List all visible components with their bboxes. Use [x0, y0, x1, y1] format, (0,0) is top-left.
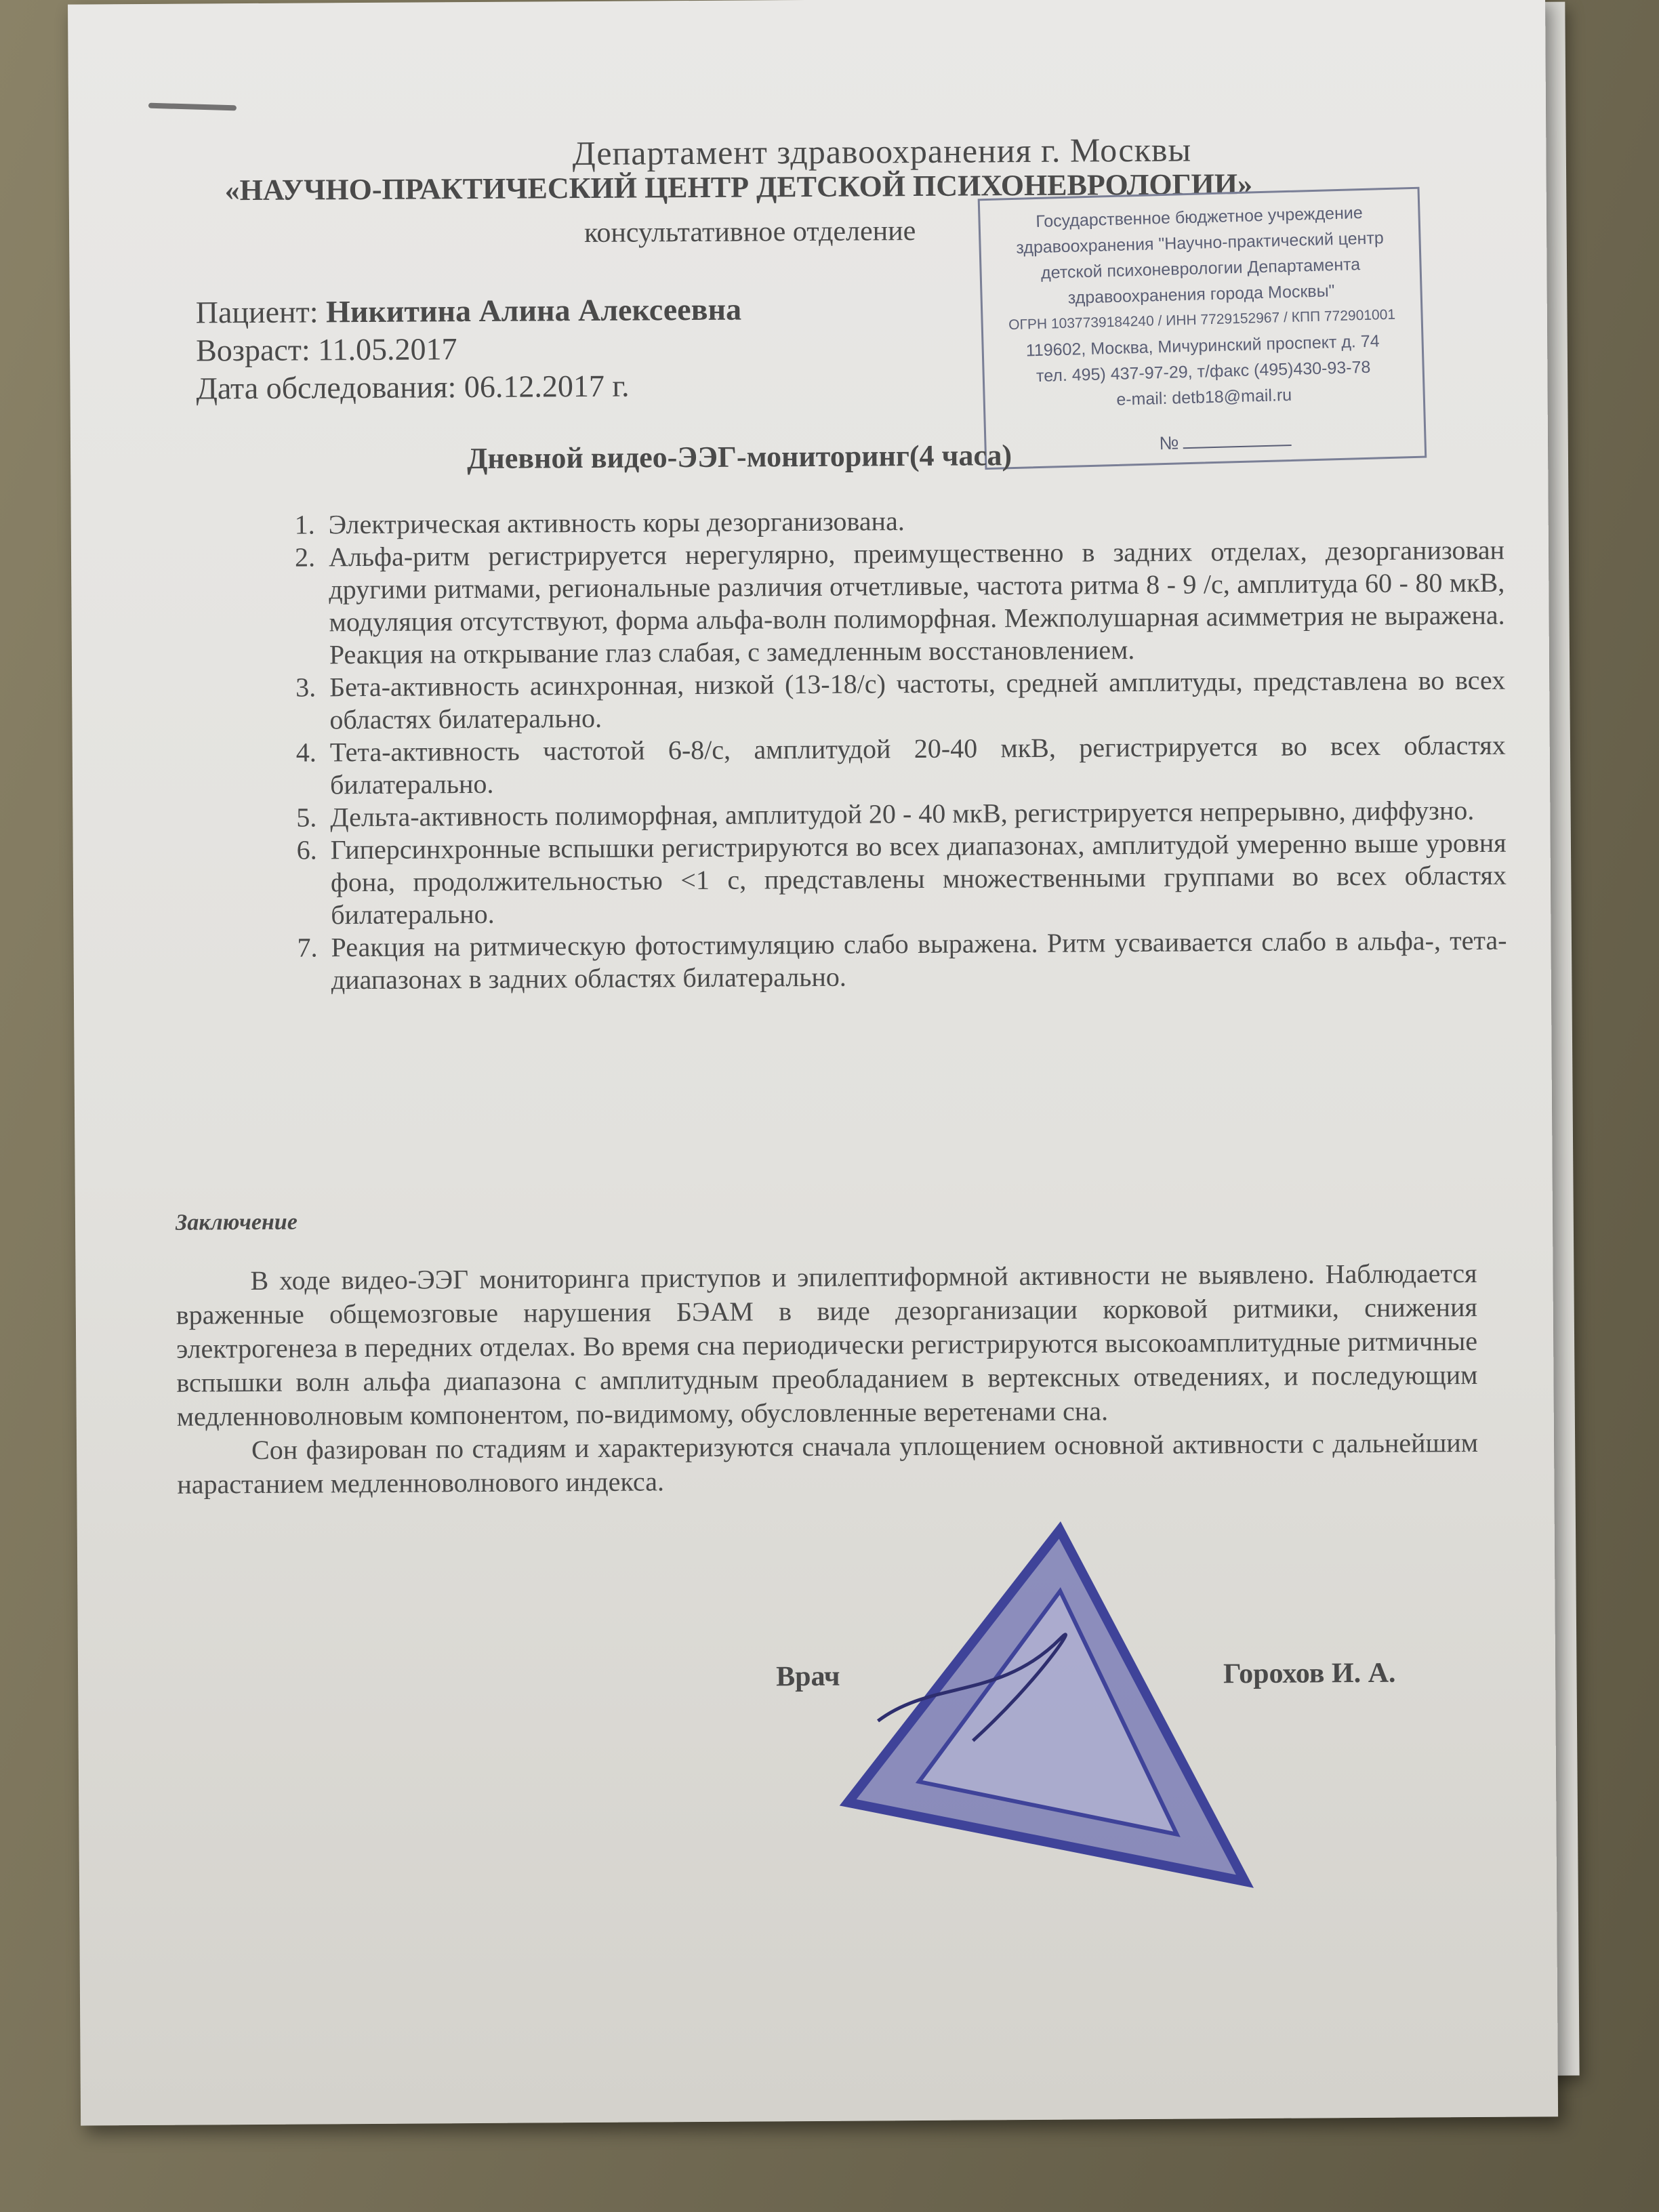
stamp-number-blank	[1183, 445, 1292, 449]
document-page	[68, 0, 1558, 2126]
stamp-line-2: здравоохранения "Научно-практический центр	[1016, 228, 1385, 258]
finding-item: 2. Альфа-ритм регистрируется нерегулярно, преимущественно в задних отделах, дезорганизован другими ритмами, региональные различия отчетливые, частота ритма 8 - 9 /с, амплитуда 60 - 80 мкВ, модуляция отсутствуют, форма альфа-волн полиморфная. Межполушарная асимметрия не выражена. Реакция на открывание глаз слабая, с замедленным восстановлением.	[322, 534, 1505, 672]
finding-item: 6. Гиперсинхронные вспышки регистрируются во всех диапазонах, амплитудой умеренно выше уровня фона, продолжительностью <1 с, представлены множественными группами во всех областях билатерально.	[324, 827, 1507, 932]
patient-info	[196, 291, 742, 408]
triangle-stamp-icon	[836, 1515, 1258, 1898]
stamp-line-4: здравоохранения города Москвы"	[1067, 281, 1335, 308]
stamp-number-label: №	[1159, 432, 1179, 454]
finding-item: 5. Дельта-активность полиморфная, амплитудой 20 - 40 мкВ, регистрируется непрерывно, диффузно.	[323, 794, 1506, 834]
patient-label: Пациент:	[195, 294, 319, 330]
conclusion-paragraph-1: В ходе видео-ЭЭГ мониторинга приступов и эпилептиформной активности не выявлено. Наблюдается враженные общемозговые нарушения БЭАМ в виде дезорганизации корковой ритмики, снижения электрогенеза в передних отделах. Во время сна периодически регистрируются высокоамплитудные ритмичные вспышки волн альфа диапазона с амплитудным преобладанием в вертексных отведениях, и последующим медленноволновым компонентом, по-видимому, обусловленные веретенами сна.	[176, 1257, 1478, 1432]
unit-heading: консультативное отделение	[583, 216, 916, 249]
patient-name-line	[196, 291, 742, 332]
exam-date-value: 06.12.2017 г.	[464, 368, 630, 405]
conclusion-paragraph-2: Сон фазирован по стадиям и характеризуются сначала уплощением основной активности с дальнейшим нарастанием медленноволнового индекса.	[177, 1427, 1479, 1500]
finding-item: 3. Бета-активность асинхронная, низкой (13-18/с) частоты, средней амплитуды, представлена во всех областях билатерально.	[323, 664, 1506, 737]
pen-mark	[148, 103, 237, 111]
finding-item: 7. Реакция на ритмическую фотостимуляцию слабо выражена. Ритм усваивается слабо в альфа-, тета-диапазонах в задних областях билатерально.	[324, 924, 1507, 997]
stamp-line-7: тел. 495) 437-97-29, т/факс (495)430-93-78	[1036, 357, 1371, 386]
stamp-line-3: детской психоневрологии Департамента	[1040, 255, 1361, 283]
stamp-line-5: ОГРН 1037739184240 / ИНН 7729152967 / КПП 772901001	[1008, 306, 1396, 333]
stamp-number-field	[1159, 424, 1417, 456]
conclusion-body	[176, 1256, 1478, 1502]
age-label: Возраст:	[195, 332, 310, 368]
age-value: 11.05.2017	[318, 331, 457, 367]
finding-item: 4. Тета-активность частотой 6-8/с, амплитудой 20-40 мкВ, регистрируется во всех областях билатерально.	[323, 729, 1507, 802]
stamp-line-8: e-mail: detb18@mail.ru	[1115, 385, 1292, 409]
exam-date-line	[196, 367, 742, 408]
conclusion-heading: Заключение	[175, 1209, 298, 1235]
stamp-line-6: 119602, Москва, Мичуринский проспект д. 74	[1025, 331, 1380, 361]
exam-title: Дневной видео-ЭЭГ-мониторинг(4 часа)	[466, 438, 1012, 476]
findings-list	[268, 501, 1507, 997]
doctor-role: Врач	[775, 1660, 840, 1693]
institution-stamp	[978, 187, 1427, 470]
patient-age-line	[196, 329, 742, 370]
center-name-heading: «НАУЧНО-ПРАКТИЧЕСКИЙ ЦЕНТР ДЕТСКОЙ ПСИХОНЕВРОЛОГИИ»	[224, 167, 1253, 207]
exam-date-label: Дата обследования:	[196, 369, 457, 406]
patient-name: Никитина Алина Алексеевна	[325, 291, 742, 329]
finding-item: 1. Электрическая активность коры дезорганизована.	[322, 501, 1504, 541]
department-heading: Департамент здравоохранения г. Москвы	[572, 130, 1192, 173]
doctor-name: Горохов И. А.	[1223, 1657, 1396, 1690]
stamp-line-1: Государственное бюджетное учреждение	[1036, 203, 1364, 232]
